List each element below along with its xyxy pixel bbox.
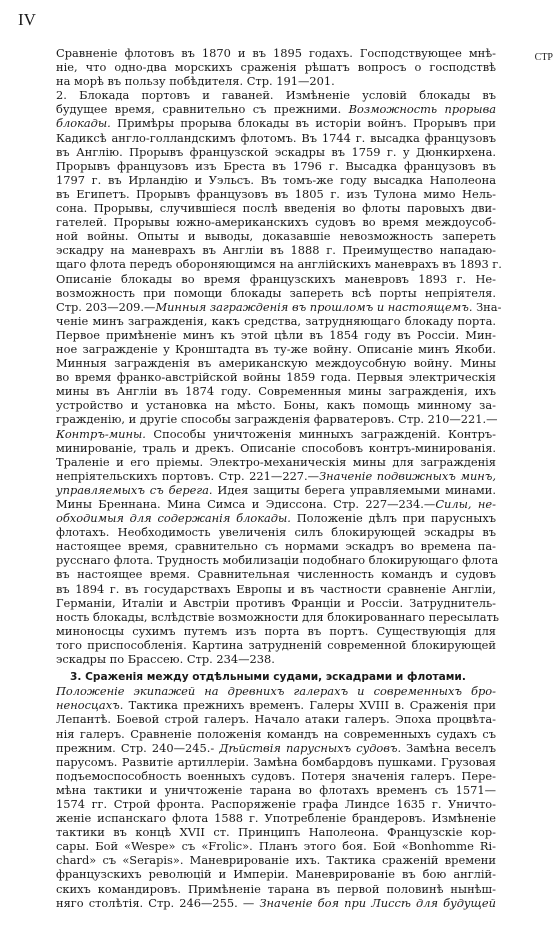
text-line: [56, 469, 496, 483]
text-line: [56, 88, 496, 102]
text-line: [56, 511, 496, 525]
text-line: [56, 116, 496, 130]
margin-text-fragment: СТР: [534, 52, 553, 63]
text-line: [56, 299, 502, 314]
line-text: мѣна тактики и уничтоженіе тарана во флотахъ временъ съ 1571—: [56, 782, 496, 797]
line-text: французскихъ революцій и Имперіи. Маневрированіе въ бою англій-: [56, 867, 496, 882]
line-text: русснаго флота. Трудность мобилизаціи подобнаго блокирующаго флота: [56, 553, 499, 568]
table-of-contents-body: [56, 46, 502, 910]
text-line: [56, 187, 496, 201]
text-line: [56, 159, 496, 173]
line-text: эскадры по Брассею. Стр. 234—238.: [56, 652, 275, 667]
line-text: ной войны. Опыты и выводы, доказавшіе невозможность запереть: [56, 229, 496, 244]
emphasized-topic: обходимыя для содержанія блокады.: [56, 511, 291, 526]
line-text: Траленіе и его пріемы. Электро-механическія мины для загражденія: [56, 454, 496, 469]
text-line: [56, 257, 502, 272]
text-line: [56, 727, 496, 741]
emphasized-topic: Положеніе экипажей на древнихъ галерахъ и современныхъ бро-: [56, 684, 496, 699]
line-text: Тактика прежнихъ временъ. Галеры XVIII в. Сраженія при: [123, 698, 496, 713]
text-line: [56, 684, 496, 698]
text-line: [56, 839, 496, 853]
line-text: Сравненіе флотовъ въ 1870 и въ 1895 годахъ. Господствующее мнѣ-: [56, 46, 496, 60]
line-text: сона. Прорывы, случившіеся послѣ введенія во флоты паровыхъ дви-: [56, 201, 496, 216]
text-line: [56, 356, 496, 370]
line-text: Лепантѣ. Боевой строй галеръ. Начало атаки галеръ. Эпоха процвѣта-: [56, 712, 496, 727]
line-text: въ 1894 г. въ государствахъ Европы и въ частности сравненіе Англіи,: [56, 581, 496, 596]
page-number: IV: [18, 10, 36, 29]
line-text: chard» съ «Serapis». Маневрированіе ихъ. Тактика сраженій времени: [56, 853, 496, 868]
text-line: [56, 384, 496, 398]
text-line: [56, 553, 499, 568]
emphasized-topic: Минныя загражденія въ прошломъ и настоящемъ.: [155, 299, 473, 314]
line-text: Способы уничтоженія минныхъ загражденій. Контръ-: [145, 426, 496, 441]
line-text: прежним. Стр. 240—245.-: [56, 740, 220, 755]
line-text: непріятельскихъ портовъ. Стр. 221—227.—: [56, 468, 320, 483]
text-line: [56, 483, 496, 497]
text-line: [56, 427, 496, 441]
text-line: [56, 145, 496, 159]
line-text: минированіе, траль и дрекъ. Описаніе способовъ контръ-минированія.: [56, 440, 496, 455]
line-text: 2. Блокада портовъ и гаваней. Измѣненіе условій блокады въ: [56, 88, 496, 103]
line-text: Минныя загражденія въ американскую междоусобную войну. Мины: [56, 356, 496, 371]
line-text: скихъ командировъ. Примѣненіе тарана въ первой половинѣ нынѣш-: [56, 881, 496, 896]
text-line: [56, 539, 496, 553]
emphasized-topic: Контръ-мины.: [56, 426, 146, 441]
text-line: [56, 342, 496, 356]
emphasized-topic: блокады.: [56, 116, 111, 131]
line-text: щаго флота передъ обороняющимся на англійскихъ маневрахъ въ 1893 г.: [56, 257, 502, 272]
line-text: ченіе минъ загражденія, какъ средства, затрудняющаго блокаду порта.: [56, 313, 496, 328]
line-text: няго столѣтія. Стр. 246—255. —: [56, 895, 260, 910]
text-line: [56, 741, 496, 755]
text-line: [56, 201, 496, 215]
text-line: [56, 712, 496, 726]
line-text: Описаніе блокады во время французскихъ маневровъ 1893 г. Не-: [56, 271, 496, 286]
section-heading: [56, 670, 496, 684]
text-line: [56, 412, 496, 426]
line-text: ное загражденіе у Кронштадта въ ту-же войну. Описаніе минъ Якоби.: [56, 341, 496, 356]
line-text: женіе испанскаго флота 1588 г. Употребленіе брандеровъ. Измѣненіе: [56, 811, 496, 826]
text-line: [56, 328, 496, 342]
text-line: [56, 243, 496, 257]
text-line: [56, 609, 500, 624]
text-line: [56, 272, 496, 286]
text-line: [56, 102, 496, 116]
line-text: Зна-: [472, 299, 502, 314]
emphasized-topic: Силы, не-: [435, 497, 496, 511]
text-line: [56, 867, 496, 881]
line-text: 1797 г. въ Ирландію и Уэльсъ. Въ томъ-же году высадка Наполеона: [56, 172, 496, 187]
text-line: [56, 624, 496, 638]
text-line: [56, 314, 496, 328]
emphasized-topic: неносцахъ.: [56, 698, 124, 713]
line-text: мины въ Англіи въ 1874 году. Современныя мины загражденія, ихъ: [56, 384, 496, 399]
text-line: [56, 497, 496, 511]
text-line: [56, 896, 496, 910]
text-line: [56, 811, 496, 825]
text-line: [56, 455, 496, 469]
text-line: [56, 582, 496, 596]
line-text: того приспособленія. Картина затрудненій современной блокирующей: [56, 637, 496, 652]
line-text: Стр. 203—209.—: [56, 299, 156, 314]
line-text: настоящее время, сравнительно съ нормами эскадръ во времена па-: [56, 539, 496, 554]
line-text: миноносцы сухимъ путемъ изъ порта въ портъ. Существующія для: [56, 623, 496, 638]
line-text: Примѣры прорыва блокады въ исторіи войнъ. Прорывъ при: [110, 116, 496, 131]
text-line: [56, 882, 496, 896]
emphasized-topic: управляемыхъ съ берега.: [56, 482, 213, 497]
line-text: Идея защиты берега управляемыми минами.: [212, 482, 496, 497]
line-text: устройство и установка на мѣсто. Боны, какъ помощь минному за-: [56, 398, 496, 413]
line-text: флотахъ. Необходимость увеличенія силъ блокирующей эскадры въ: [56, 525, 496, 540]
emphasized-topic: Возможность прорыва: [348, 102, 496, 117]
line-text: 3. Сраженія между отдѣльными судами, эскадрами и флотами.: [70, 671, 466, 684]
text-line: [56, 286, 496, 300]
line-text: во время франко-австрійской войны 1859 года. Первыя электрическія: [56, 370, 496, 385]
emphasized-topic: Дѣйствія парусныхъ судовъ.: [219, 740, 402, 755]
text-line: [56, 567, 496, 581]
line-text: въ Англію. Прорывъ французской эскадры въ 1759 г. у Дюнкирхена.: [56, 144, 496, 159]
line-text: сары. Бой «Wespe» съ «Frolic». Планъ этого боя. Бой «Bonhomme Ri-: [56, 839, 496, 854]
text-line: [56, 797, 496, 811]
line-text: въ настоящее время. Сравнительная численность командъ и судовъ: [56, 567, 496, 582]
line-text: Кадиксѣ англо-голландскимъ флотомъ. Въ 1744 г. высадка французовъ: [56, 130, 496, 145]
text-line: [56, 46, 496, 60]
line-text: гателей. Прорывы южно-американскихъ судовъ во время междоусоб-: [56, 215, 496, 230]
line-text: 1574 гг. Строй фронта. Распоряженіе графа Линдсе 1635 г. Уничто-: [56, 796, 496, 811]
text-line: [56, 783, 496, 797]
line-text: подъемоспособность военныхъ судовъ. Потеря значенія галеръ. Пере-: [56, 768, 496, 783]
text-line: [56, 370, 496, 384]
text-line: [56, 596, 496, 610]
text-line: [56, 638, 496, 652]
line-text: парусомъ. Развитіе артиллеріи. Замѣна бомбардовъ пушками. Грузовая: [56, 754, 496, 769]
text-line: [56, 853, 496, 867]
line-text: ніе, что одно-два морскихъ сраженія рѣшатъ вопросъ о господствѣ: [56, 60, 496, 75]
text-line: [56, 60, 496, 74]
line-text: ность блокады, вслѣдствіе возможности для блокированнаго пересылать: [56, 609, 500, 624]
line-text: эскадру на маневрахъ въ Англіи въ 1888 г. Преимущество нападаю-: [56, 243, 496, 258]
line-text: Прорывъ французовъ изъ Бреста въ 1796 г. Высадка французовъ въ: [56, 158, 496, 173]
text-line: [56, 131, 496, 145]
line-text: Замѣна веселъ: [401, 740, 496, 755]
text-line: [56, 398, 496, 412]
text-line: [56, 173, 496, 187]
text-line: [56, 769, 496, 783]
text-line: [56, 652, 496, 666]
text-line: [56, 698, 496, 712]
line-text: на морѣ въ пользу побѣдителя. Стр. 191—201.: [56, 74, 335, 89]
line-text: Германіи, Италіи и Австріи противъ Франціи и Россіи. Затруднитель-: [56, 595, 496, 610]
text-line: [56, 825, 496, 839]
text-line: [56, 215, 496, 229]
line-text: тактики въ концѣ XVII ст. Принципъ Наполеона. Французскіе кор-: [56, 825, 496, 840]
text-line: [56, 441, 496, 455]
text-line: [56, 755, 496, 769]
emphasized-topic: Значеніе подвижныхъ минъ,: [319, 468, 496, 483]
line-text: въ Египетъ. Прорывъ французовъ въ 1805 г. изъ Тулона мимо Нель-: [56, 186, 496, 201]
line-text: Первое примѣненіе минъ къ этой цѣли въ 1854 году въ Россіи. Мин-: [56, 327, 496, 342]
line-text: гражденію, и другіе способы загражденія фарватеровъ. Стр. 210—221.—: [56, 412, 498, 427]
line-text: будущее время, сравнительно съ прежними.: [56, 102, 349, 117]
text-line: [56, 229, 496, 243]
emphasized-topic: Значеніе боя при Лиссѣ для будущей: [259, 895, 496, 910]
line-text: Положеніе дѣлъ при парусныхъ: [290, 511, 496, 526]
text-line: [56, 74, 496, 88]
line-text: возможность при помощи блокады запереть всѣ порты непріятеля.: [56, 285, 496, 300]
text-line: [56, 525, 496, 539]
line-text: Мины Бреннана. Мина Симса и Эдиссона. Стр. 227—234.—: [56, 497, 436, 511]
line-text: нія галеръ. Сравненіе положенія командъ на современныхъ судахъ съ: [56, 726, 496, 741]
